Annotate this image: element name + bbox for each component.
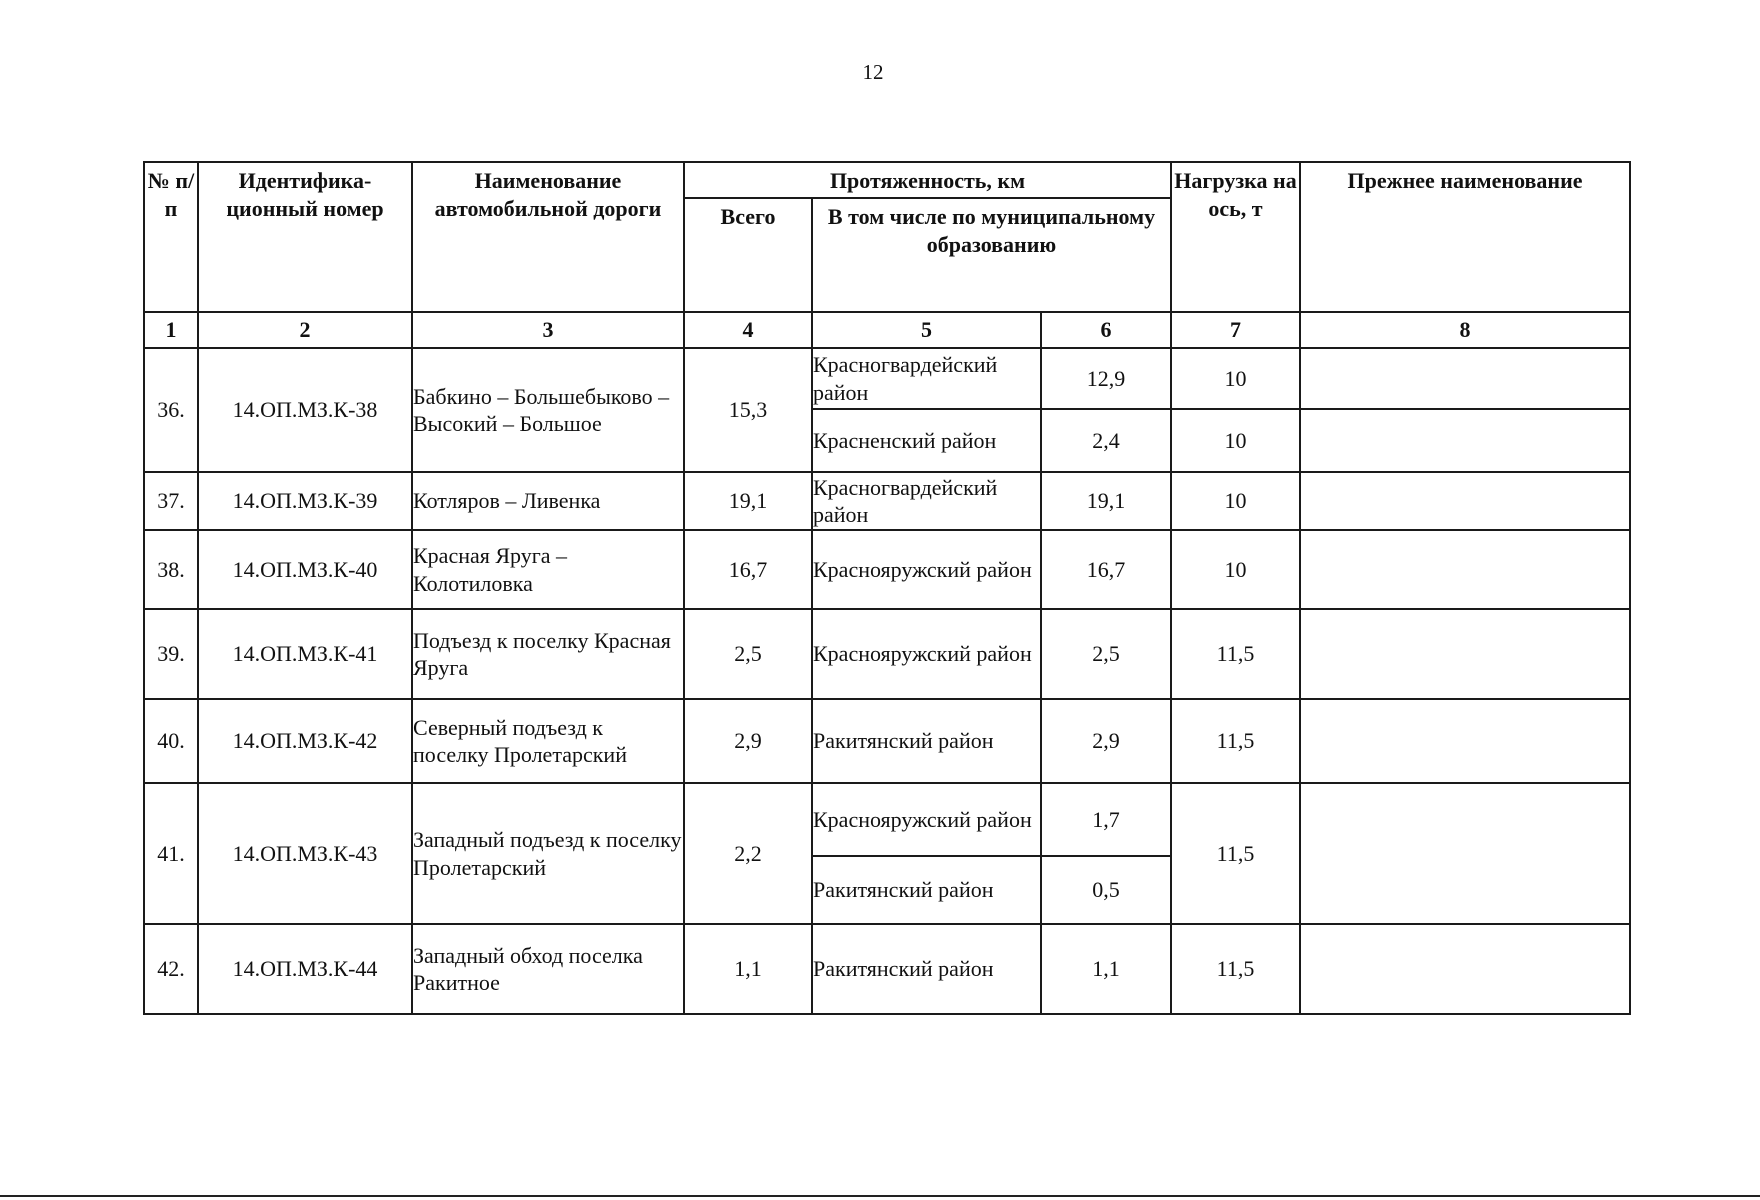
column-number: 6 — [1041, 312, 1171, 348]
district-length: 16,7 — [1041, 530, 1171, 609]
header-by-municipality: В том числе по муниципальному образованию — [812, 198, 1171, 312]
bottom-rule — [0, 1195, 1760, 1197]
axle-load: 11,5 — [1171, 609, 1300, 699]
district-name: Краснояружский район — [812, 530, 1041, 609]
axle-load: 10 — [1171, 472, 1300, 530]
page-number: 12 — [862, 60, 884, 84]
axle-load: 11,5 — [1171, 924, 1300, 1014]
road-id: 14.ОП.МЗ.К-41 — [198, 609, 412, 699]
road-name: Котляров – Ливенка — [412, 472, 684, 530]
axle-load: 10 — [1171, 348, 1300, 409]
road-total-length: 1,1 — [684, 924, 812, 1014]
road-id: 14.ОП.МЗ.К-44 — [198, 924, 412, 1014]
row-number: 37. — [144, 472, 198, 530]
former-name — [1300, 924, 1630, 1014]
axle-load: 11,5 — [1171, 783, 1300, 924]
former-name — [1300, 783, 1630, 924]
road-id: 14.ОП.МЗ.К-42 — [198, 699, 412, 783]
road-total-length: 2,9 — [684, 699, 812, 783]
road-total-length: 16,7 — [684, 530, 812, 609]
axle-load: 11,5 — [1171, 699, 1300, 783]
district-length: 2,5 — [1041, 609, 1171, 699]
district-length: 0,5 — [1041, 856, 1171, 924]
district-name: Красненский район — [812, 409, 1041, 472]
road-name: Подъезд к поселку Красная Яруга — [412, 609, 684, 699]
axle-load: 10 — [1171, 530, 1300, 609]
header-id: Идентифика-ционный номер — [198, 162, 412, 312]
road-name: Красная Яруга – Колотиловка — [412, 530, 684, 609]
former-name — [1300, 472, 1630, 530]
row-number: 39. — [144, 609, 198, 699]
table-row — [144, 348, 1630, 409]
road-total-length: 2,2 — [684, 783, 812, 924]
row-number: 36. — [144, 348, 198, 472]
road-id: 14.ОП.МЗ.К-38 — [198, 348, 412, 472]
row-number: 42. — [144, 924, 198, 1014]
row-number: 40. — [144, 699, 198, 783]
district-name: Ракитянский район — [812, 856, 1041, 924]
former-name — [1300, 609, 1630, 699]
district-length: 12,9 — [1041, 348, 1171, 409]
road-name: Северный подъезд к поселку Пролетарский — [412, 699, 684, 783]
axle-load: 10 — [1171, 409, 1300, 472]
table-row — [144, 530, 1630, 609]
district-name: Краснояружский район — [812, 609, 1041, 699]
district-name: Ракитянский район — [812, 699, 1041, 783]
district-name: Ракитянский район — [812, 924, 1041, 1014]
former-name — [1300, 530, 1630, 609]
road-total-length: 19,1 — [684, 472, 812, 530]
header-length: Протяженность, км — [684, 162, 1171, 198]
road-total-length: 15,3 — [684, 348, 812, 472]
header-total: Всего — [684, 198, 812, 312]
district-length: 2,9 — [1041, 699, 1171, 783]
road-id: 14.ОП.МЗ.К-43 — [198, 783, 412, 924]
district-name: Краснояружский район — [812, 783, 1041, 856]
header-former-name: Прежнее наименование — [1300, 162, 1630, 312]
column-number: 4 — [684, 312, 812, 348]
former-name — [1300, 699, 1630, 783]
header-road-name: Наименование автомобильной дороги — [412, 162, 684, 312]
row-number: 38. — [144, 530, 198, 609]
table-row — [144, 472, 1630, 530]
road-name: Бабкино – Большебыково – Высокий – Большое — [412, 348, 684, 472]
roads-table — [143, 161, 1631, 1015]
column-number: 7 — [1171, 312, 1300, 348]
column-number: 5 — [812, 312, 1041, 348]
road-name: Западный подъезд к поселку Пролетарский — [412, 783, 684, 924]
road-name: Западный обход поселка Ракитное — [412, 924, 684, 1014]
table-row — [144, 924, 1630, 1014]
header-no: № п/п — [144, 162, 198, 312]
column-number: 3 — [412, 312, 684, 348]
district-length: 19,1 — [1041, 472, 1171, 530]
table-row — [144, 699, 1630, 783]
former-name — [1300, 409, 1630, 472]
table-row — [144, 783, 1630, 856]
road-id: 14.ОП.МЗ.К-39 — [198, 472, 412, 530]
row-number: 41. — [144, 783, 198, 924]
district-length: 1,1 — [1041, 924, 1171, 1014]
column-number: 8 — [1300, 312, 1630, 348]
column-number: 2 — [198, 312, 412, 348]
header-axle-load: Нагрузка на ось, т — [1171, 162, 1300, 312]
table-row — [144, 609, 1630, 699]
district-name: Красногвардейский район — [812, 472, 1041, 530]
district-length: 2,4 — [1041, 409, 1171, 472]
district-length: 1,7 — [1041, 783, 1171, 856]
district-name: Красногвардейский район — [812, 348, 1041, 409]
column-number: 1 — [144, 312, 198, 348]
road-id: 14.ОП.МЗ.К-40 — [198, 530, 412, 609]
road-total-length: 2,5 — [684, 609, 812, 699]
former-name — [1300, 348, 1630, 409]
